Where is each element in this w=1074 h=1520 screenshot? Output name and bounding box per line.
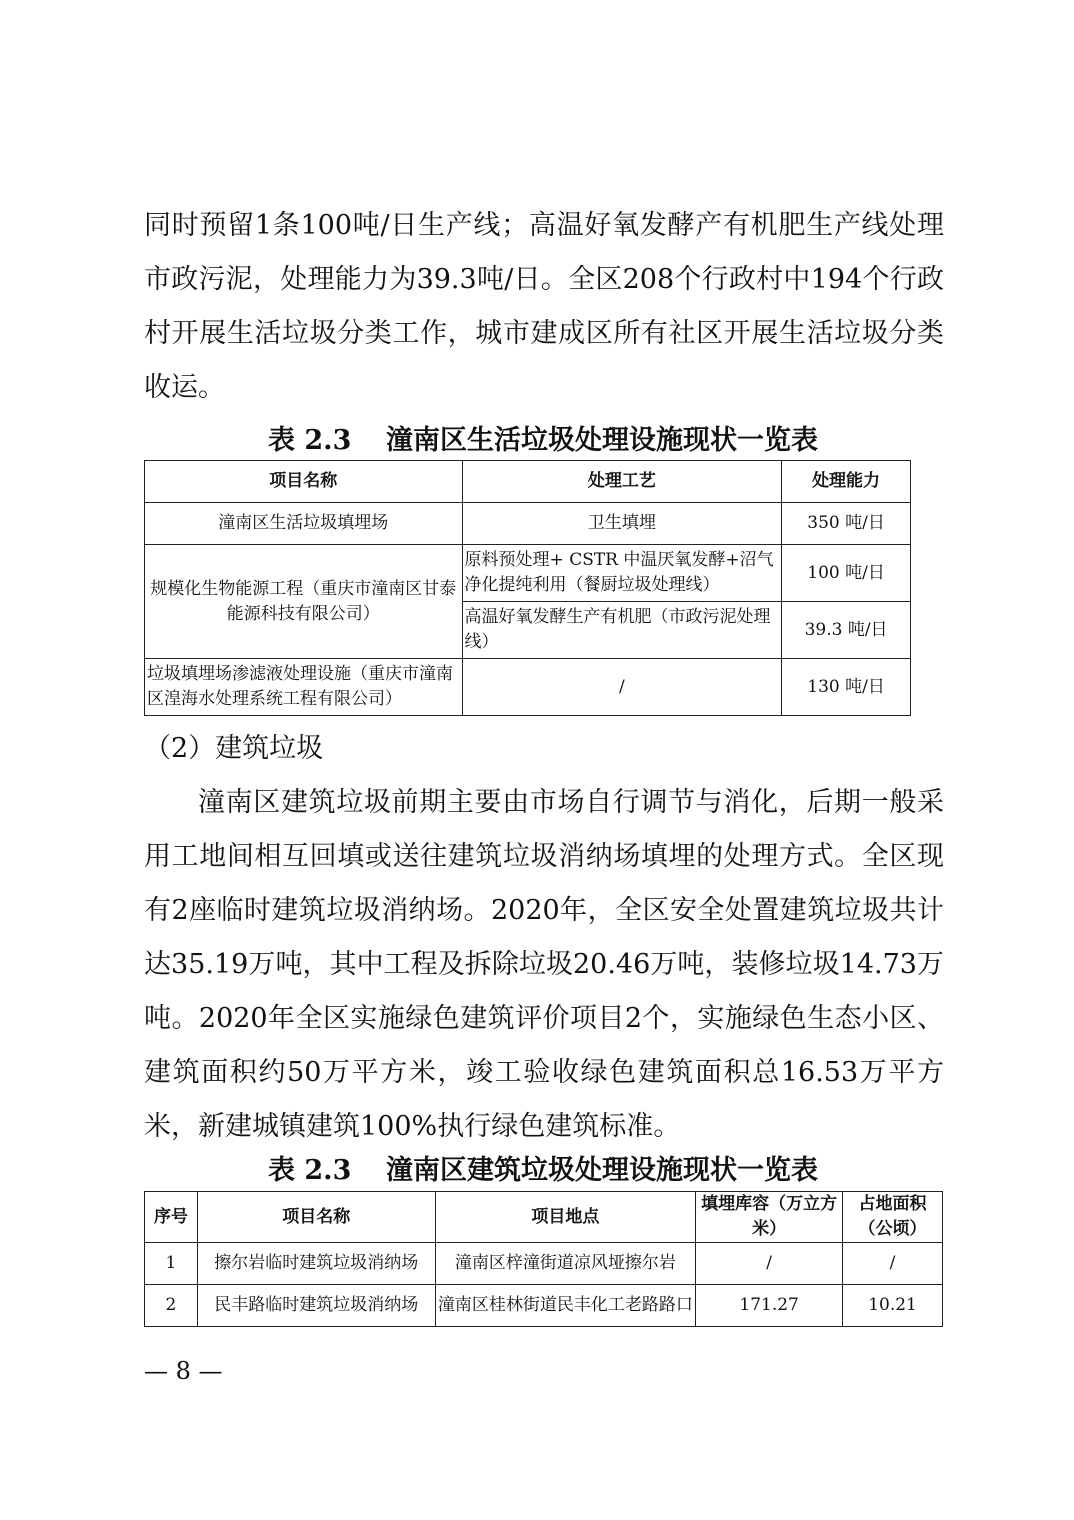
table-cell: 39.3 吨/日	[782, 602, 911, 659]
table-row	[145, 503, 911, 545]
table1-caption-title: 潼南区生活垃圾处理设施现状一览表	[386, 425, 818, 456]
subheading-construction-waste: （2）建筑垃圾	[144, 733, 324, 764]
table-cell: 2	[145, 1285, 198, 1327]
table-cell: 350 吨/日	[782, 503, 911, 545]
table-cell: 1	[145, 1243, 198, 1285]
paragraph-1: 同时预留1条100吨/日生产线；高温好氧发酵产有机肥生产线处理市政污泥，处理能力为39.3吨/日。全区208个行政村中194个行政村开展生活垃圾分类工作，城市建成区所有社区开展生活垃圾分类收运。	[144, 210, 944, 403]
table-cell: 卫生填埋	[462, 503, 782, 545]
table-cell: 潼南区生活垃圾填埋场	[145, 503, 463, 545]
table-cell: 原料预处理+ CSTR 中温厌氧发酵+沼气净化提纯利用（餐厨垃圾处理线）	[462, 545, 782, 602]
table2-caption	[268, 1154, 818, 1188]
header-cell: 项目地点	[435, 1192, 696, 1243]
header-cell: 序号	[145, 1192, 198, 1243]
table-cell: 垃圾填埋场渗滤液处理设施（重庆市潼南区湟海水处理系统工程有限公司）	[145, 659, 463, 716]
table-household-waste	[144, 460, 911, 716]
table-cell: 100 吨/日	[782, 545, 911, 602]
paragraph-2: 潼南区建筑垃圾前期主要由市场自行调节与消化，后期一般采用工地间相互回填或送往建筑垃圾消纳场填埋的处理方式。全区现有2座临时建筑垃圾消纳场。2020年，全区安全处置建筑垃圾共计达35.19万吨，其中工程及拆除垃圾20.46万吨，装修垃圾14.73万吨。2020年全区实施绿色建筑评价项目2个，实施绿色生态小区、建筑面积约50万平方米，竣工验收绿色建筑面积总16.53万平方米，新建城镇建筑100%执行绿色建筑标准。	[144, 787, 944, 1142]
header-cell: 占地面积（公顷）	[843, 1192, 943, 1243]
table-cell: 潼南区梓潼街道凉风垭擦尔岩	[435, 1243, 696, 1285]
table-construction-waste	[144, 1191, 943, 1327]
table-cell: 民丰路临时建筑垃圾消纳场	[197, 1285, 435, 1327]
table1-caption	[268, 424, 818, 458]
table-header-row	[145, 461, 911, 503]
table2-caption-title: 潼南区建筑垃圾处理设施现状一览表	[386, 1155, 818, 1186]
table-row	[145, 545, 911, 602]
header-cell: 项目名称	[145, 461, 463, 503]
table-row	[145, 659, 911, 716]
table-cell: 130 吨/日	[782, 659, 911, 716]
table-row	[145, 1243, 943, 1285]
table-cell: 潼南区桂林街道民丰化工老路路口	[435, 1285, 696, 1327]
header-cell: 项目名称	[197, 1192, 435, 1243]
table-cell: /	[843, 1243, 943, 1285]
table-cell: 10.21	[843, 1285, 943, 1327]
table-cell: /	[462, 659, 782, 716]
header-cell: 填埋库容（万立方米）	[696, 1192, 843, 1243]
page-number: — 8 —	[144, 1357, 223, 1385]
table-cell: 高温好氧发酵生产有机肥（市政污泥处理线）	[462, 602, 782, 659]
table2-caption-number: 表 2.3	[268, 1155, 352, 1186]
table-row	[145, 1285, 943, 1327]
table-cell: 规模化生物能源工程（重庆市潼南区甘泰能源科技有限公司）	[145, 545, 463, 659]
table-header-row	[145, 1192, 943, 1243]
table-cell: 171.27	[696, 1285, 843, 1327]
header-cell: 处理工艺	[462, 461, 782, 503]
table-cell: /	[696, 1243, 843, 1285]
table-cell: 擦尔岩临时建筑垃圾消纳场	[197, 1243, 435, 1285]
header-cell: 处理能力	[782, 461, 911, 503]
table1-caption-number: 表 2.3	[268, 425, 352, 456]
